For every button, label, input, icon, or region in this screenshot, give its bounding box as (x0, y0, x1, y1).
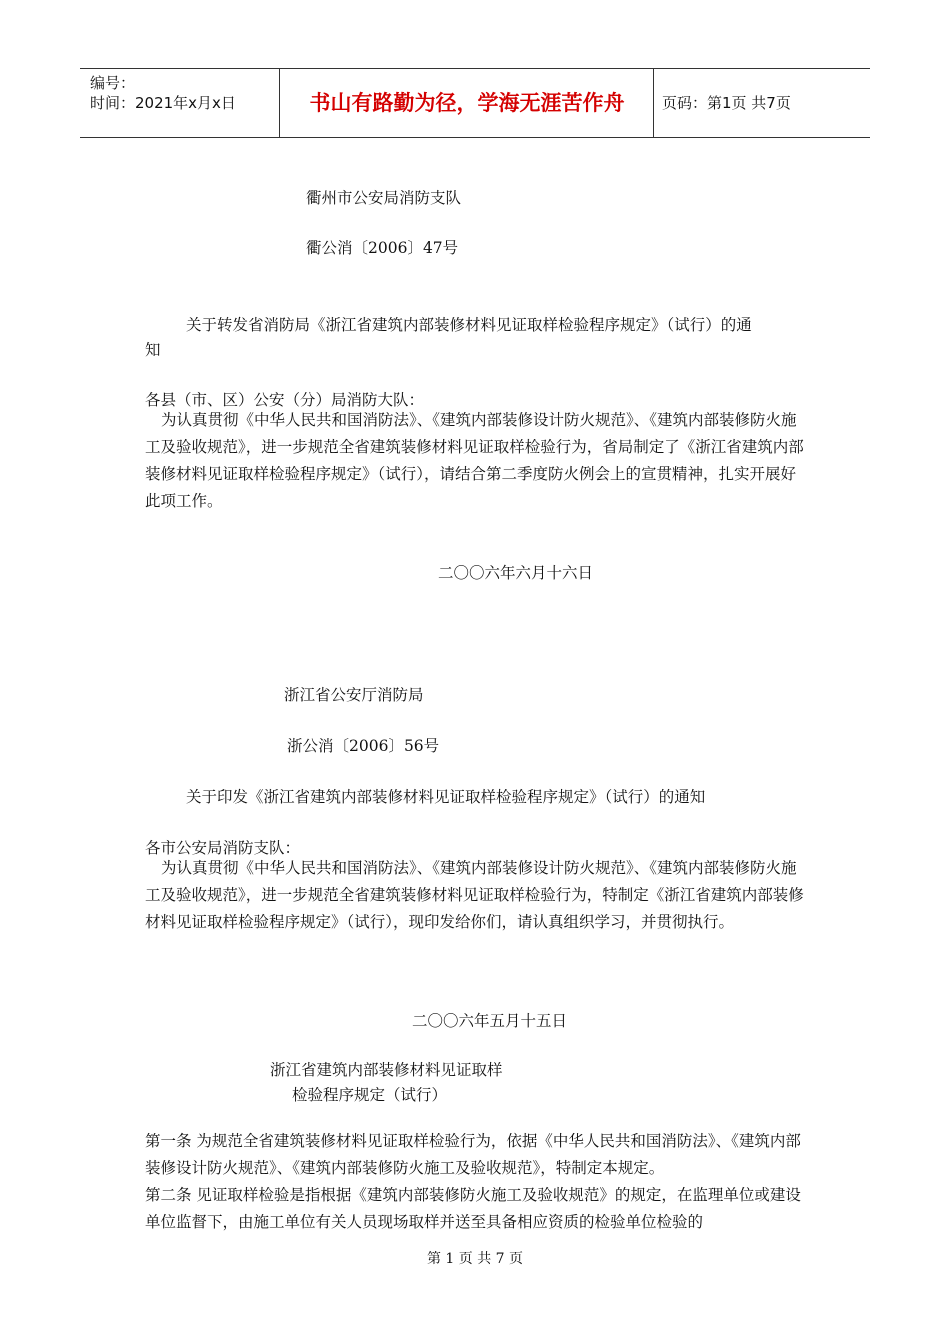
doc1-body (145, 407, 810, 515)
time-label: 时间：2021年x月x日 (90, 94, 236, 112)
header-table (80, 68, 870, 138)
doc1-issuer: 衢州市公安局消防支队 (306, 189, 462, 207)
doc2-date: 二〇〇六年五月十五日 (412, 1012, 568, 1030)
doc1-number: 衢公消〔2006〕47号 (306, 239, 459, 257)
doc2-body (145, 855, 810, 936)
doc1-date: 二〇〇六年六月十六日 (438, 564, 594, 582)
regulation-title-line1: 浙江省建筑内部装修材料见证取样 (270, 1061, 503, 1079)
number-label: 编号： (90, 74, 136, 92)
regulation-article2: 第二条 见证取样检验是指根据《建筑内部装修防火施工及验收规范》的规定，在监理单位或建设单位监督下，由施工单位有关人员现场取样并送至具备相应资质的检验单位检验的 (145, 1186, 801, 1231)
doc1-recipient: 各县（市、区）公安（分）局消防大队： (145, 391, 425, 409)
page-label: 页码：第1页 共7页 (662, 94, 791, 112)
doc2-issuer: 浙江省公安厅消防局 (284, 686, 424, 704)
motto: 书山有路勤为径，学海无涯苦作舟 (281, 69, 654, 137)
header-info-cell (80, 69, 280, 137)
regulation-article1: 第一条 为规范全省建筑装修材料见证取样检验行为，依据《中华人民共和国消防法》、《建筑内部装修设计防火规范》、《建筑内部装修防火施工及验收规范》，特制定本规定。 (145, 1132, 801, 1177)
doc2-number: 浙公消〔2006〕56号 (287, 737, 440, 755)
page-footer: 第 1 页 共 7 页 (426, 1251, 524, 1267)
doc2-title: 关于印发《浙江省建筑内部装修材料见证取样检验程序规定》（试行）的通知 (186, 788, 706, 806)
doc2-recipient: 各市公安局消防支队： (145, 839, 301, 857)
regulation-title-line2: 检验程序规定（试行） (292, 1086, 448, 1104)
doc1-body-text: 为认真贯彻《中华人民共和国消防法》、《建筑内部装修设计防火规范》、《建筑内部装修防火施工及验收规范》，进一步规范全省建筑装修材料见证取样检验行为，省局制定了《浙江省建筑内部装修材料见证取样检验程序规定》（试行），请结合第二季度防火例会上的宣贯精神，扎实开展好此项工作。 (145, 411, 804, 510)
doc2-body-text: 为认真贯彻《中华人民共和国消防法》、《建筑内部装修设计防火规范》、《建筑内部装修防火施工及验收规范》，进一步规范全省建筑装修材料见证取样检验行为，特制定《浙江省建筑内部装修材料见证取样检验程序规定》（试行），现印发给你们，请认真组织学习，并贯彻执行。 (145, 859, 804, 931)
doc1-title-line2: 知 (145, 341, 161, 359)
doc1-title-line1: 关于转发省消防局《浙江省建筑内部装修材料见证取样检验程序规定》（试行）的通 (186, 316, 752, 334)
